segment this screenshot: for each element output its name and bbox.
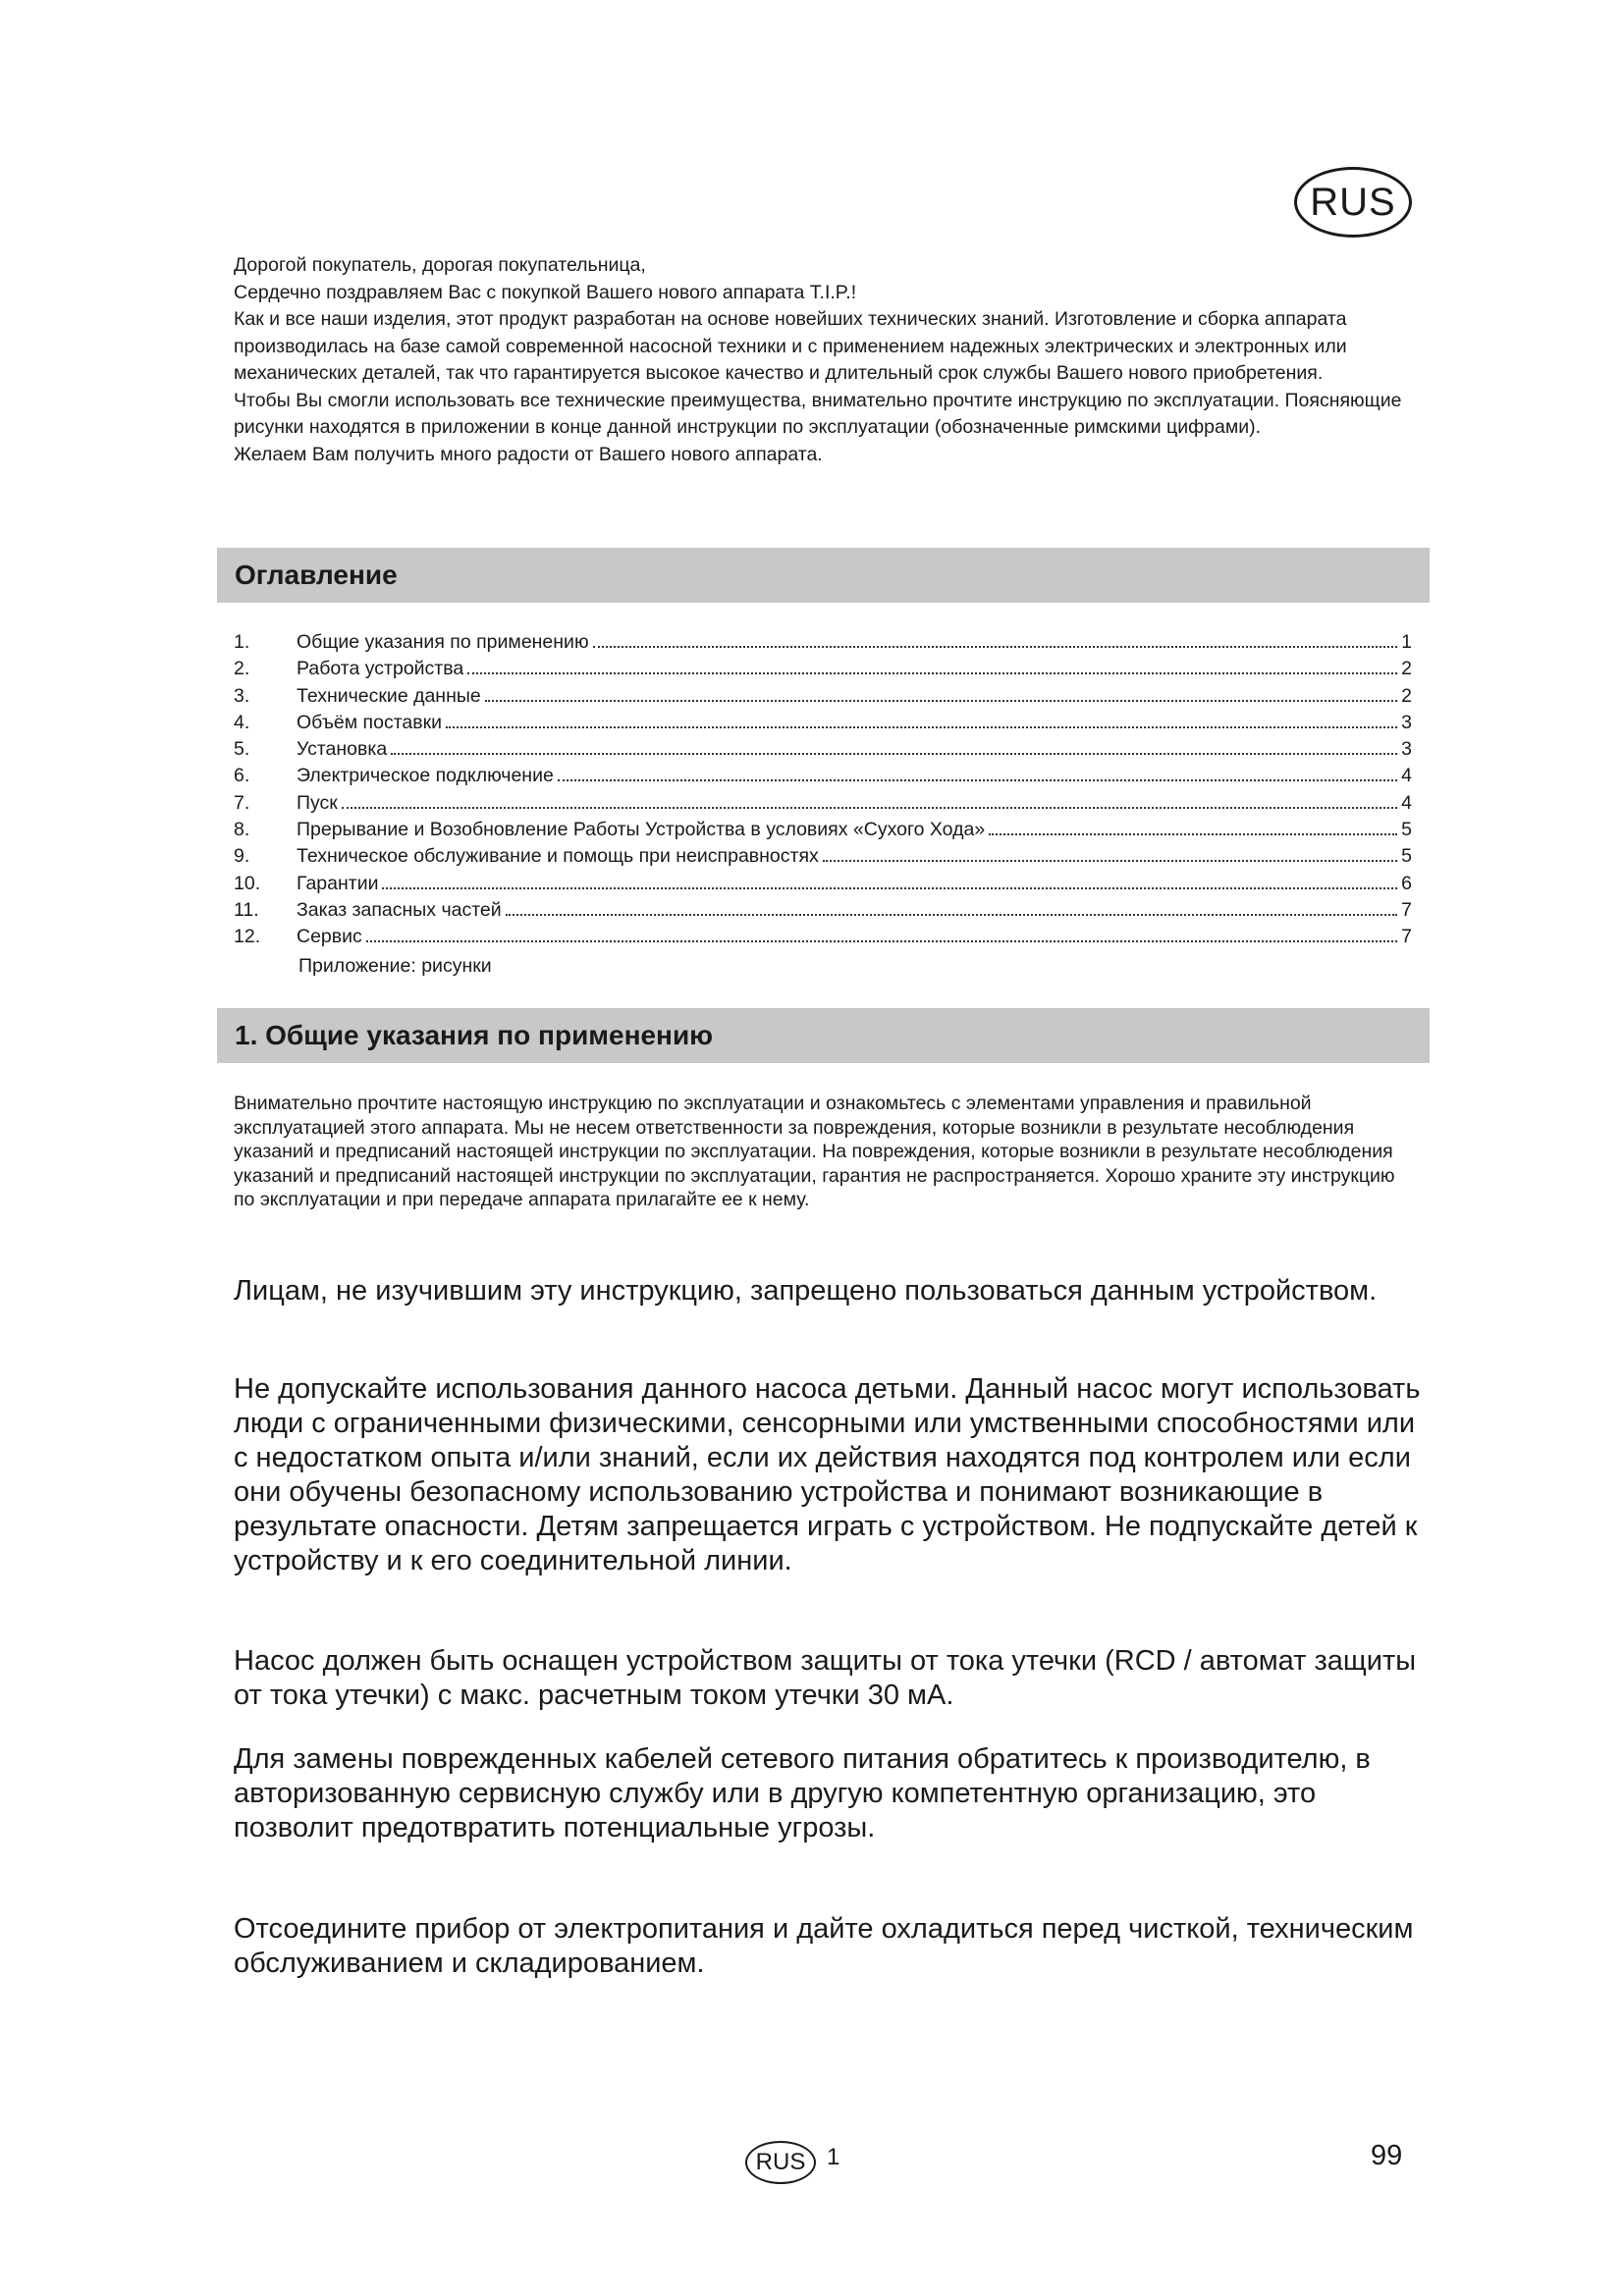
toc-item-title: Гарантии <box>297 872 379 894</box>
wish-line: Желаем Вам получить много радости от Вашего нового аппарата. <box>234 443 823 465</box>
toc-item-leader <box>342 807 1397 809</box>
toc-item-leader <box>593 646 1398 648</box>
toc-item-number: 2. <box>234 658 250 680</box>
toc-item[interactable] <box>234 685 1412 712</box>
disconnect-paragraph: Отсоедините прибор от электропитания и дайте охладиться перед чисткой, техническим обслуживанием и складированием. <box>234 1913 1414 1979</box>
rcd-paragraph: Насос должен быть оснащен устройством защиты от тока утечки (RCD / автомат защиты от тока утечки) с макс. расчетным током утечки 30 мА. <box>234 1645 1417 1711</box>
table-of-contents <box>234 631 1412 953</box>
toc-item-title: Техническое обслуживание и помощь при неисправностях <box>297 845 819 868</box>
children-warning-paragraph: Не допускайте использования данного насоса детьми. Данный насос могут использовать люди с ограниченными физическими, сенсорными или умственными способностями или с недостатком опыта и/или знаний, если их действия находятся под контролем или если они обучены безопасному использованию устройства и понимают возникающие в результате опасности. Детям запрещается играть с устройством. Не подпускайте детей к устройству и к его соединительной линии. <box>234 1373 1421 1576</box>
toc-item[interactable] <box>234 819 1412 845</box>
intro-paragraph: Чтобы Вы смогли использовать все технические преимущества, внимательно прочтите инструкцию по эксплуатации. Поясняющие рисунки находятся в приложении в конце данной инструкции по эксплуатации (обозначенные римскими цифрами). <box>234 389 1402 438</box>
toc-heading: Оглавление <box>217 548 1430 603</box>
page-number: 99 <box>1371 2140 1403 2171</box>
intro-text <box>234 252 1412 468</box>
toc-item-number: 5. <box>234 738 250 761</box>
toc-item-number: 8. <box>234 819 250 841</box>
toc-item[interactable] <box>234 845 1412 872</box>
toc-item-number: 7. <box>234 791 250 814</box>
toc-item-leader <box>989 833 1397 835</box>
toc-item[interactable] <box>234 792 1412 819</box>
toc-item-number: 6. <box>234 765 250 787</box>
toc-item[interactable] <box>234 765 1412 791</box>
footer-language-badge: RUS <box>745 2141 816 2184</box>
toc-item-leader <box>446 726 1397 728</box>
toc-item-page: 5 <box>1401 819 1412 841</box>
toc-item-title: Пуск <box>297 791 338 814</box>
toc-item-leader <box>391 753 1397 755</box>
toc-item-page: 2 <box>1401 658 1412 680</box>
toc-item-title: Прерывание и Возобновление Работы Устройства в условиях «Сухого Хода» <box>297 819 986 841</box>
toc-item-page: 3 <box>1401 711 1412 733</box>
intro-paragraph: Как и все наши изделия, этот продукт разработан на основе новейших технических знаний. Изготовление и сборка аппарата производилась на базе самой современной насосной техники и с применением надежных электрических и электронных или механических деталей, так что гарантируется высокое качество и длительный срок службы Вашего нового приобретения. <box>234 308 1347 384</box>
toc-item-title: Установка <box>297 738 388 761</box>
toc-item[interactable] <box>234 899 1412 926</box>
toc-item-leader <box>467 672 1397 674</box>
toc-item[interactable] <box>234 738 1412 765</box>
toc-item[interactable] <box>234 873 1412 899</box>
toc-item-leader <box>558 779 1397 781</box>
toc-item-leader <box>382 887 1397 889</box>
toc-appendix: Приложение: рисунки <box>298 955 492 977</box>
toc-item-leader <box>485 700 1397 702</box>
toc-item-page: 6 <box>1401 872 1412 894</box>
section-1-heading: 1. Общие указания по применению <box>217 1008 1430 1063</box>
toc-item[interactable] <box>234 631 1412 658</box>
toc-item-title: Сервис <box>297 926 362 948</box>
toc-item-page: 7 <box>1401 898 1412 921</box>
cable-replacement-paragraph: Для замены поврежденных кабелей сетевого питания обратитесь к производителю, в авторизованную сервисную службу или в другую компетентную организацию, это позволит предотвратить потенциальные угрозы. <box>234 1743 1371 1843</box>
toc-item-page: 5 <box>1401 845 1412 868</box>
section-1-intro-text: Внимательно прочтите настоящую инструкцию по эксплуатации и ознакомьтесь с элементами управления и правильной эксплуатацией этого аппарата. Мы не несем ответственности за повреждения, которые возникли в результате несоблюдения указаний и предписаний настоящей инструкции по эксплуатации. На повреждения, которые возникли в результате несоблюдения указаний и предписаний настоящей инструкции по эксплуатации, гарантия не распространяется. Хорошо храните эту инструкцию по эксплуатации и при передаче аппарата прилагайте ее к нему. <box>234 1093 1395 1210</box>
toc-item-leader <box>366 940 1397 942</box>
toc-item-page: 7 <box>1401 926 1412 948</box>
toc-item-page: 4 <box>1401 791 1412 814</box>
section-page-number: 1 <box>827 2144 840 2170</box>
toc-item-page: 3 <box>1401 738 1412 761</box>
toc-item-title: Электрическое подключение <box>297 765 554 787</box>
toc-item-page: 4 <box>1401 765 1412 787</box>
toc-item[interactable] <box>234 658 1412 684</box>
toc-item-number: 3. <box>234 684 250 707</box>
toc-item-title: Работа устройства <box>297 658 464 680</box>
toc-item-leader <box>823 860 1397 862</box>
toc-item-number: 11. <box>234 898 259 921</box>
warning-paragraph: Лицам, не изучившим эту инструкцию, запрещено пользоваться данным устройством. <box>234 1275 1378 1307</box>
toc-item-number: 12. <box>234 926 261 948</box>
greeting-line: Дорогой покупатель, дорогая покупательница, <box>234 254 646 276</box>
toc-item-title: Общие указания по применению <box>297 631 589 653</box>
toc-item-title: Объём поставки <box>297 711 443 733</box>
toc-item-number: 10. <box>234 872 261 894</box>
toc-item-number: 1. <box>234 631 250 653</box>
congratulation-line: Сердечно поздравляем Вас с покупкой Вашего нового аппарата T.I.P.! <box>234 281 857 303</box>
toc-item-number: 9. <box>234 845 250 868</box>
toc-item-leader <box>506 914 1397 916</box>
toc-item-title: Заказ запасных частей <box>297 898 502 921</box>
toc-item-page: 2 <box>1401 684 1412 707</box>
language-badge-rus: RUS <box>1294 167 1412 238</box>
toc-item[interactable] <box>234 712 1412 738</box>
toc-item-page: 1 <box>1401 631 1412 653</box>
toc-item-number: 4. <box>234 711 250 733</box>
toc-item-title: Технические данные <box>297 684 481 707</box>
toc-item[interactable] <box>234 926 1412 952</box>
